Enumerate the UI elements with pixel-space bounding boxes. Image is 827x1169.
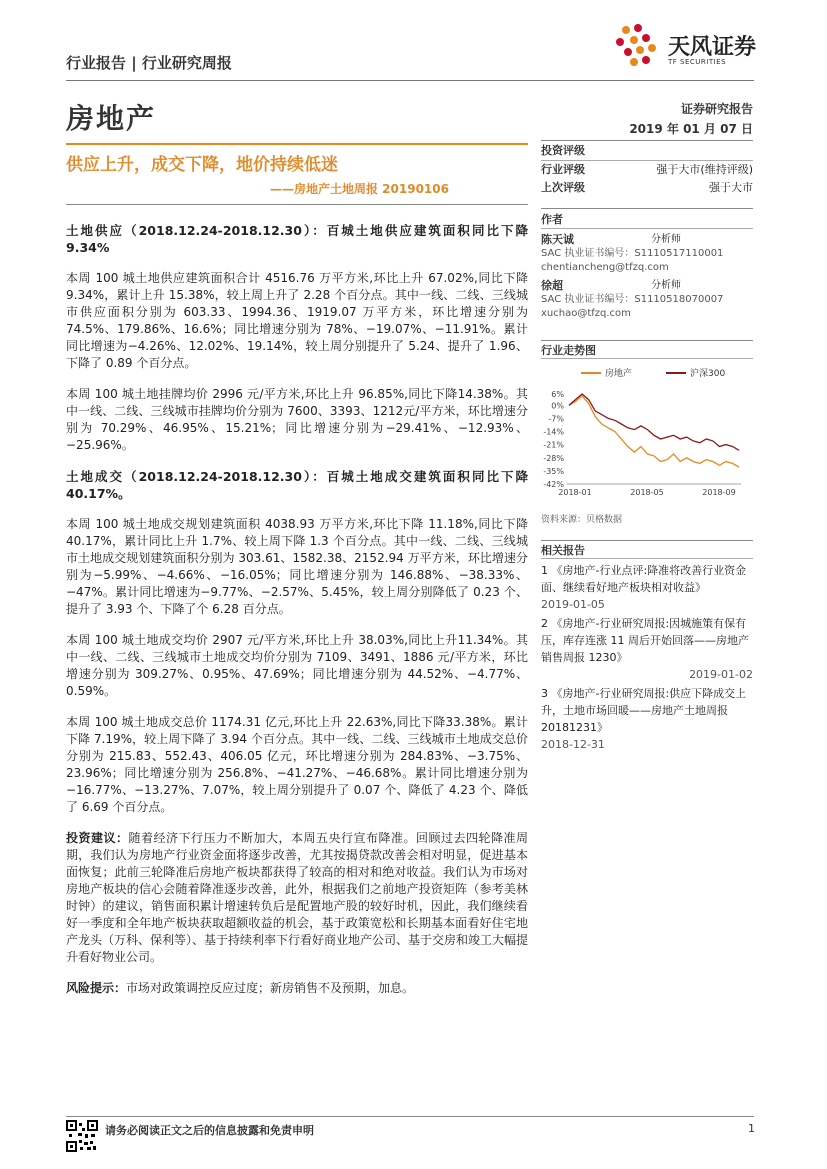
related-title: 相关报告 [541, 544, 585, 557]
trend-divider [541, 358, 753, 359]
logo-name: 天风证券 [668, 35, 757, 60]
y-tick-label: -35% [543, 466, 564, 476]
footer-disclaimer[interactable]: 请务必阅读正文之后的信息披露和免责申明 [105, 1124, 314, 1137]
related-item-title[interactable]: 3 《房地产-行业研究周报:供应下降成交上升，土地市场回暖——房地产土地周报 20181231》 [541, 687, 747, 734]
rating-value: 强于大市 [709, 181, 753, 194]
trend-chart [541, 362, 753, 502]
paragraph: 本周 100 城土地成交均价 2907 元/平方米,环比上升 38.03%,同比上升11.34%。其中一线、二线、三线城市土地成交均价分别为 7109、3491、1886 元/平方米，环比增速分别为 309.27%、0.95%、47.69%；同比增速分别为 44.52%、−4.77%、0.59%。 [66, 633, 528, 698]
author-email[interactable]: xuchao@tfzq.com [541, 308, 631, 319]
footer-divider [66, 1116, 754, 1117]
advice-text: 随着经济下行压力不断加大，本周五央行宣布降准。回顾过去四轮降准周期，我们认为房地产行业资金面将逐步改善，尤其按揭贷款改善会相对明显，促进基本面恢复；此前三轮降准后房地产板块都获得了较高的相对和绝对收益。我们认为市场对房地产板块的信心会随着降准逐步改善，此外，根据我们之前地产投资矩阵（参考美林时钟）的建议，销售面积累计增速转负后是配置地产股的较好时机，因此，我们继续看好一季度和全年地产板块获取超额收益的机会，基于政策宽松和长期基本面看好住宅地产龙头（万科、保利等）、基于持续利率下行看好商业地产公司、基于交房和竣工大幅提升看好物业公司。 [66, 831, 529, 964]
rating-row [541, 179, 753, 197]
y-tick-label: -42% [543, 480, 564, 489]
page-number: 1 [748, 1122, 755, 1135]
x-tick-label: 2018-09 [702, 488, 736, 497]
authors-title: 作者 [541, 213, 563, 226]
headline-divider [66, 204, 528, 205]
paragraph: 本周 100 城土地供应建筑面积合计 4516.76 万平方米,环比上升 67.02%,同比下降 9.34%，累计上升 15.38%，较上周上升了 2.28 个百分点。其中一线、二线、三线城市供应面积分别为 603.33、1994.36、1919.07 万平方米，环比增速分别为 74.5%、179.86%、16.6%；同比增速分别为 78%、−19.07%、−11.91%。累计同比增速为−4.26%、12.02%、19.14%，较上周分别提升了 5.24、提升了 1.96、下降了 0.89 个百分点。 [66, 271, 528, 370]
legend-label: 沪深300 [690, 369, 726, 379]
main-body [66, 222, 528, 1011]
y-tick-label: -7% [548, 414, 564, 424]
report-date: 2019 年 01 月 07 日 [629, 122, 753, 136]
logo-mark-icon [610, 22, 662, 74]
rating-section [541, 142, 753, 197]
author-role: 分析师 [651, 234, 681, 245]
orange-divider [66, 143, 528, 145]
trend-title: 行业走势图 [541, 344, 596, 357]
trend-divider-top [541, 340, 753, 341]
related-item-date: 2018-12-31 [541, 738, 605, 751]
related-item-date: 2019-01-02 [689, 668, 753, 681]
related-item-date: 2019-01-05 [541, 598, 605, 611]
author-name: 徐超 [541, 279, 563, 292]
x-tick-label: 2018-05 [630, 488, 664, 497]
related-list [541, 562, 753, 753]
related-item-title[interactable]: 2 《房地产-行业研究周报:因城施策有保有压，库存连涨 11 周后开始回落——房地产销售周报 1230》 [541, 617, 749, 664]
author-sac: SAC 执业证书编号：S1110518070007 [541, 294, 724, 305]
rating-row [541, 161, 753, 179]
header-divider [66, 80, 754, 81]
rating-label: 上次评级 [541, 181, 585, 194]
headline: 供应上升，成交下降，地价持续低迷 [66, 155, 338, 175]
paragraph: 本周 100 城土地挂牌均价 2996 元/平方米,环比上升 96.85%,同比下降14.38%。其中一线、二线、三线城市挂牌均价分别为 7600、3393、1212元/平方米，环比增速分别为 70.29%、46.95%、15.21%；同比增速分别为−29.41%、−12.93%、−25.96%。 [66, 387, 528, 452]
report-kind: 证券研究报告 [680, 102, 753, 116]
x-tick-label: 2018-01 [558, 488, 592, 497]
related-divider [541, 558, 753, 559]
legend-label: 房地产 [605, 369, 633, 379]
risk-text: 市场对政策调控反应过度；新房销售不及预期，加息。 [126, 981, 415, 995]
subheadline: ——房地产土地周报 20190106 [270, 182, 449, 196]
paragraph: 本周 100 城土地成交总价 1174.31 亿元,环比上升 22.63%,同比下降33.38%。累计下降 7.19%，较上周下降了 3.94 个百分点。其中一线、二线、三线城市土地成交总价分别为 215.83、552.43、406.05 亿元，环比增速分别为 284.83%、−3.75%、23.96%；同比增速分别为 256.8%、−41.27%、−46.68%。累计同比增速分别为−16.77%、−13.27%、7.07%，较上周分别提升了 0.07 个、降低了 4.23 个、降低了 6.69 个百分点。 [66, 715, 528, 814]
rating-label: 行业评级 [541, 163, 585, 176]
trend-source: 资料来源：贝格数据 [541, 515, 623, 525]
authors-divider-top [541, 208, 753, 209]
series-line [569, 396, 739, 467]
author-entry [541, 279, 753, 321]
related-item[interactable] [541, 562, 753, 613]
report-type: 行业报告 | 行业研究周报 [66, 54, 232, 72]
y-tick-label: -28% [543, 453, 564, 463]
authors-section [541, 212, 753, 321]
author-email[interactable]: chentiancheng@tfzq.com [541, 262, 669, 273]
series-line [569, 394, 739, 450]
qr-code-icon [66, 1120, 98, 1152]
risk-label: 风险提示： [66, 981, 127, 995]
risk-paragraph [66, 980, 528, 997]
related-item[interactable] [541, 615, 753, 683]
sector-title: 房地产 [66, 102, 157, 135]
author-entry [541, 233, 753, 275]
section-supply-title: 土地供应（2018.12.24-2018.12.30）：百城土地供应建筑面积同比下降9.34% [66, 223, 528, 255]
advice-label: 投资建议： [66, 831, 129, 845]
y-tick-label: -14% [543, 427, 564, 437]
side-divider-top [541, 140, 753, 141]
related-item-title[interactable]: 1 《房地产-行业点评:降准将改善行业资金面、继续看好地产板块相对收益》 [541, 564, 747, 594]
related-divider-top [541, 540, 753, 541]
author-name: 陈天诚 [541, 233, 574, 246]
rating-title: 投资评级 [541, 144, 585, 157]
author-role: 分析师 [651, 280, 681, 291]
logo-subtitle: TF SECURITIES [668, 58, 727, 66]
related-item[interactable] [541, 685, 753, 753]
rating-value: 强于大市(维持评级) [656, 163, 753, 176]
y-tick-label: 6% [551, 390, 564, 399]
advice-paragraph [66, 830, 528, 966]
paragraph: 本周 100 城土地成交规划建筑面积 4038.93 万平方米,环比下降 11.18%,同比下降 40.17%，累计同比上升 1.7%、较上周下降 1.3 个百分点。其中一线、二线、三线城市土地成交规划建筑面积分别为 303.61、1582.38、2152.94 万平方米，环比增速分别为−5.99%、−4.66%、−16.05%；同比增速分别为 146.88%、−38.33%、−47%。累计同比增速为−9.77%、−2.57%、5.45%，较上周分别降低了 0.23 个、提升了 3.93 个、下降了个 6.28 百分点。 [66, 517, 528, 616]
section-deal-title: 土地成交（2018.12.24-2018.12.30）：百城土地成交建筑面积同比下降40.17%。 [66, 469, 528, 501]
y-tick-label: -21% [543, 440, 564, 450]
author-sac: SAC 执业证书编号：S1110517110001 [541, 248, 724, 259]
authors-divider [541, 228, 753, 229]
y-tick-label: 0% [551, 401, 564, 411]
